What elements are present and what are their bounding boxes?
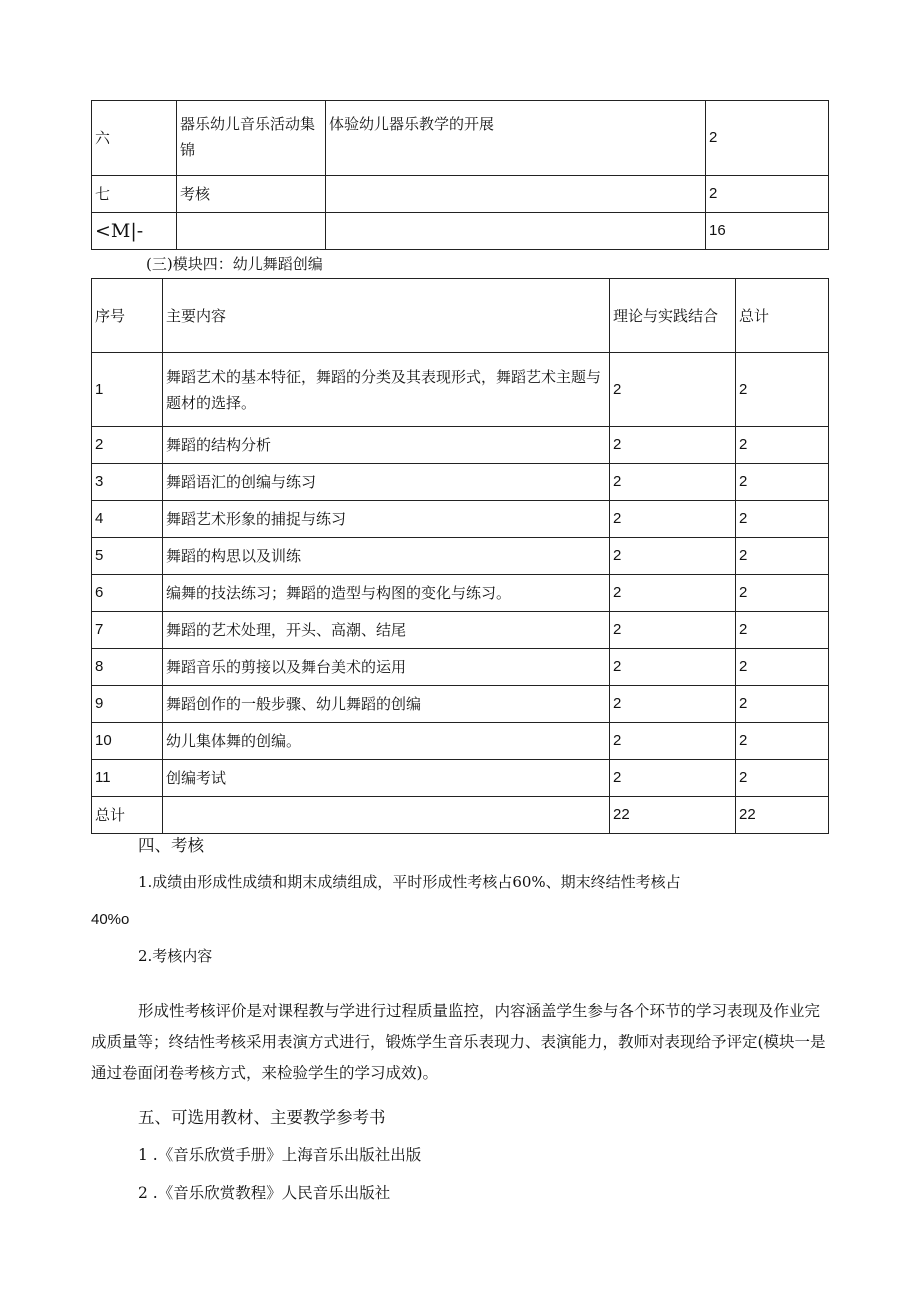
section-heading-module4: (三)模块四：幼儿舞蹈创编 xyxy=(146,255,323,273)
section4-heading: 四、考核 xyxy=(138,836,204,855)
assessment-item1-line2: 40%o xyxy=(91,911,130,928)
total-cell: 2 xyxy=(736,501,829,538)
table-row xyxy=(92,501,829,538)
seq-cell: 8 xyxy=(92,649,163,686)
title-cell: 考核 xyxy=(177,176,326,213)
table-row xyxy=(92,464,829,501)
total-cell: 2 xyxy=(736,686,829,723)
seq-cell: 5 xyxy=(92,538,163,575)
content-cell: 舞蹈创作的一般步骤、幼儿舞蹈的创编 xyxy=(163,686,610,723)
content-cell: 舞蹈艺术的基本特征，舞蹈的分类及其表现形式，舞蹈艺术主题与题材的选择。 xyxy=(163,353,610,427)
practice-cell: 2 xyxy=(610,538,736,575)
table-row xyxy=(92,538,829,575)
hours-cell: 16 xyxy=(706,213,829,250)
content-cell: 舞蹈的结构分析 xyxy=(163,427,610,464)
table-row xyxy=(92,427,829,464)
content-cell: 舞蹈音乐的剪接以及舞台美术的运用 xyxy=(163,649,610,686)
seq-cell: 4 xyxy=(92,501,163,538)
header-practice: 理论与实践结合 xyxy=(610,279,736,353)
practice-cell: 2 xyxy=(610,575,736,612)
table-row xyxy=(92,760,829,797)
practice-cell: 2 xyxy=(610,760,736,797)
table-row xyxy=(92,723,829,760)
module3-table xyxy=(91,100,829,250)
content-cell: 舞蹈的艺术处理，开头、高潮、结尾 xyxy=(163,612,610,649)
practice-cell: 2 xyxy=(610,427,736,464)
total-cell: 2 xyxy=(736,427,829,464)
total-cell: 2 xyxy=(736,464,829,501)
seq-cell: 1 xyxy=(92,353,163,427)
seq-cell: 总计 xyxy=(92,797,163,834)
section5-heading: 五、可选用教材、主要教学参考书 xyxy=(138,1108,386,1127)
total-cell: 2 xyxy=(736,649,829,686)
total-cell: 2 xyxy=(736,538,829,575)
practice-cell: 2 xyxy=(610,464,736,501)
table-row xyxy=(92,213,829,250)
assessment-item1-line1: 1.成绩由形成性成绩和期末成绩组成，平时形成性考核占60%、期末终结性考核占 xyxy=(138,873,681,891)
seq-cell: 2 xyxy=(92,427,163,464)
content-cell: 编舞的技法练习；舞蹈的造型与构图的变化与练习。 xyxy=(163,575,610,612)
assessment-paragraph: 形成性考核评价是对课程教与学进行过程质量监控，内容涵盖学生参与各个环节的学习表现及作业完成质量等；终结性考核采用表演方式进行，锻炼学生音乐表现力、表演能力，教师对表现给予评定(模块一是通过卷面闭卷考核方式，来检验学生的学习成效)。 xyxy=(91,1002,826,1082)
seq-cell: <M|- xyxy=(92,213,177,250)
title-cell: 器乐幼儿音乐活动集锦 xyxy=(177,101,326,176)
hours-cell: 2 xyxy=(706,176,829,213)
seq-cell: 7 xyxy=(92,612,163,649)
content-cell: 幼儿集体舞的创编。 xyxy=(163,723,610,760)
seq-cell: 11 xyxy=(92,760,163,797)
practice-cell: 2 xyxy=(610,353,736,427)
table-row xyxy=(92,649,829,686)
content-cell: 舞蹈艺术形象的捕捉与练习 xyxy=(163,501,610,538)
header-seq: 序号 xyxy=(92,279,163,353)
content-cell xyxy=(326,213,706,250)
module4-table xyxy=(91,278,829,834)
seq-cell: 六 xyxy=(92,101,177,176)
total-cell: 22 xyxy=(736,797,829,834)
total-cell: 2 xyxy=(736,723,829,760)
seq-cell: 10 xyxy=(92,723,163,760)
table-row xyxy=(92,575,829,612)
content-cell: 创编考试 xyxy=(163,760,610,797)
title-cell xyxy=(177,213,326,250)
practice-cell: 2 xyxy=(610,723,736,760)
total-cell: 2 xyxy=(736,612,829,649)
table-row xyxy=(92,353,829,427)
table-row xyxy=(92,686,829,723)
total-cell: 2 xyxy=(736,575,829,612)
practice-cell: 2 xyxy=(610,649,736,686)
header-total: 总计 xyxy=(736,279,829,353)
assessment-item2: 2.考核内容 xyxy=(138,947,213,965)
content-cell: 舞蹈的构思以及训练 xyxy=(163,538,610,575)
reference-book-1: 1 .《音乐欣赏手册》上海音乐出版社出版 xyxy=(138,1146,422,1164)
seq-cell: 七 xyxy=(92,176,177,213)
table-row xyxy=(92,176,829,213)
reference-book-2: 2 .《音乐欣赏教程》人民音乐出版社 xyxy=(138,1184,391,1202)
content-cell xyxy=(326,176,706,213)
total-cell: 2 xyxy=(736,353,829,427)
table-total-row xyxy=(92,797,829,834)
practice-cell: 22 xyxy=(610,797,736,834)
content-cell xyxy=(163,797,610,834)
seq-cell: 9 xyxy=(92,686,163,723)
seq-cell: 6 xyxy=(92,575,163,612)
total-cell: 2 xyxy=(736,760,829,797)
table-header-row xyxy=(92,279,829,353)
practice-cell: 2 xyxy=(610,501,736,538)
header-content: 主要内容 xyxy=(163,279,610,353)
hours-cell: 2 xyxy=(706,101,829,176)
content-cell: 体验幼儿器乐教学的开展 xyxy=(326,101,706,176)
content-cell: 舞蹈语汇的创编与练习 xyxy=(163,464,610,501)
practice-cell: 2 xyxy=(610,612,736,649)
table-row xyxy=(92,101,829,176)
seq-cell: 3 xyxy=(92,464,163,501)
table-row xyxy=(92,612,829,649)
practice-cell: 2 xyxy=(610,686,736,723)
